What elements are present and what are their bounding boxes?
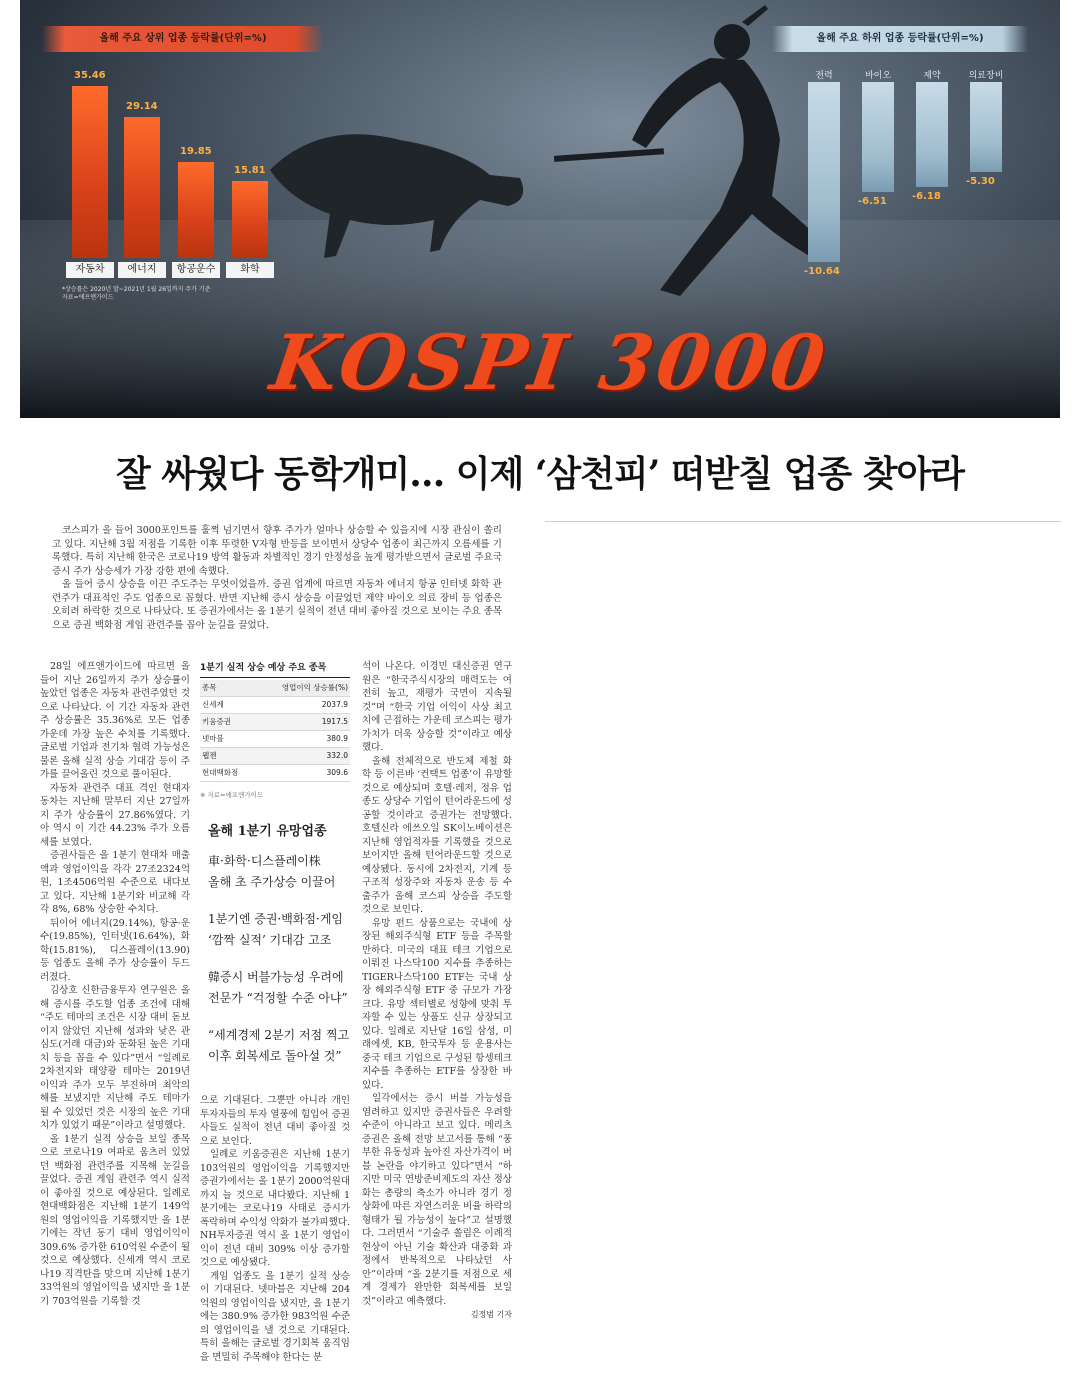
footnote-line1: *상승률은 2020년 말~2021년 1월 26일까지 주가 기준 [62,286,211,293]
bar-value-label: 15.81 [234,165,266,177]
table-header-name: 종목 [202,683,217,692]
body-paragraph: 뒤이어 에너지(29.14%), 항공·운수(19.85%), 인터넷(16.64%), 화학(15.81%), 디스플레이(13.90) 등 업종도 올해 주가 상승률이 두드러졌다. [40,917,190,983]
bar-value-label: 35.46 [74,70,106,81]
body-paragraph: 증권사들은 올 1분기 현대차 매출액과 영업이익을 각각 27조2324억원, 1조4506억원 수준으로 내다보고 있다. 지난해 1분기와 비교해 각각 8%, 68% 상승한 수치다. [40,850,190,915]
bar-rise [178,162,214,258]
right-chart-title: 올해 주요 하위 업종 등락률(단위=%) [772,26,1028,52]
headline: 잘 싸웠다 동학개미… 이제 ‘삼천피’ 떠받칠 업종 찾아라 [115,453,965,495]
earnings-table [200,660,350,799]
table-row [200,748,350,765]
left-chart-title: 올해 주요 상위 업종 등락률(단위=%) [42,26,324,52]
article-column-1 [40,660,190,1308]
body-paragraph: 으로 기대된다. 그뿐만 아니라 개인 투자자들의 투자 열풍에 힘입어 증권사들도 실적이 전년 대비 좋아질 것으로 보인다. [200,1095,350,1147]
bar-rise [72,86,108,258]
bar-value-label: -10.64 [804,266,840,277]
pullquote-line: 韓증시 버블가능성 우려에 [208,970,344,984]
category-label: 항공운수 [172,262,220,278]
body-paragraph: 일각에서는 증시 버블 가능성을 염려하고 있지만 증권사들은 우려할 수준이 아니라고 보고 있다. 메리츠증권은 올해 전망 보고서를 통해 “풍부한 유동성과 높아진 자산가격이 버블 논란을 야기하고 있다”면서 “하지만 미국 연방준비제도의 자산 정상화는 총량의 축소가 아니라 경기 정상화에 따른 자연스러운 비율 하락의 형태가 될 가능성이 높다”고 설명했다. 그러면서 “기술주 쏠림은 이례적 현상이 아닌 기술 확산과 대중화 과정에서 반복적으로 나타났던 사안”이라며 “올 2분기를 저점으로 세계 경제가 완만한 회복세를 보일 것”이라고 예측했다. [362,1093,512,1307]
kospi-3000-title: KOSPI 3000 [265,318,835,407]
pullquote-line: ‘깜짝 실적’ 기대감 고조 [208,933,332,947]
lead-paragraph: 올 들어 증시 상승을 이끈 주도주는 무엇이었을까. 증권 업계에 따르면 자동차 에너지 항공 인터넷 화학 관련주가 대표적인 주도 업종으로 꼽혔다. 반면 지난해 증시 상승을 이끌었던 제약 바이오 의료 장비 등 업종은 오히려 하락한 것으로 나타났다. 또 증권가에서는 올 1분기 실적이 전년 대비 좋아질 것으로 보이는 주요 종목으로 증권 백화점 게임 관련주를 꼽아 눈길을 끌었다. [52,579,502,631]
table-cell-name: 현대백화점 [202,768,239,777]
table-cell-name: 키움증권 [202,717,231,726]
lead-paragraph: 코스피가 올 들어 3000포인트를 훌쩍 넘기면서 향후 주가가 얼마나 상승할 수 있을지에 시장 관심이 쏠리고 있다. 지난해 3월 저점을 기록한 이후 뚜렷한 V자형 반등을 보이면서 상당수 업종이 최근까지 오름세를 기록했다. 특히 지난해 한국은 코로나19 방역 활동과 차별적인 경기 안정성을 높게 평가받으면서 글로벌 주요국 증시 주가 상승세가 가장 강한 편에 속했다. [52,525,502,577]
divider-rule [545,521,1061,522]
table-row [200,731,350,748]
category-label: 화학 [226,262,274,278]
pullquote-group [200,967,350,1009]
table-row [200,697,350,714]
body-paragraph: 김상호 신한금융투자 연구원은 올해 증시를 주도할 업종 조건에 대해 “주도 테마의 조건은 시장 대비 돋보이지 않았던 지난해 성과와 낮은 관심도(거래 대금)와 둔화된 높은 기대치 등을 꼽을 수 있다”면서 “일례로 2차전지와 태양광 테마는 2019년 이익과 주가 모두 부진하며 최악의 해를 보냈지만 지난해 주도 테마가 될 수 있었던 것은 시장의 높은 기대치가 있었기 때문”이라고 설명했다. [40,985,190,1131]
table-header [200,680,350,697]
pullquote-line: 車·화학·디스플레이株 [208,854,321,868]
article-column-2 [200,1094,350,1364]
table-cell-value: 2037.9 [321,700,348,709]
footnote-line2: 자료=에프앤가이드 [62,294,114,301]
body-paragraph: 게임 업종도 올 1분기 실적 상승이 기대된다. 넷마블은 지난해 204억원의 영업이익을 냈지만, 올 1분기에는 380.9% 증가한 983억원 수준의 영업이익을 낼 것으로 기대된다. 특히 올해는 글로벌 경기회복 움직임을 면밀히 주목해야 한다는 분 [200,1270,350,1363]
chart-footnote [62,286,210,302]
category-label: 의료장비 [968,71,1004,81]
category-label: 전력 [815,71,833,81]
bar-fall [808,82,840,262]
body-paragraph: 올 1분기 실적 상승을 보일 종목으로 코로나19 여파로 움츠러 있었던 백화점 관련주를 지목해 눈길을 끌었다. 증권 게임 관련주 역시 실적이 좋아질 것으로 예상된다. 일례로 현대백화점은 지난해 1분기 149억원의 영업이익을 기록했지만 올 1분기에는 작년 동기 대비 영업이익이 309.6% 증가한 610억원 수준이 될 것으로 예상했다. 신세계 역시 코로나19 직격탄을 맞으며 지난해 1분기 33억원의 영업이익을 냈지만 올 1분기 703억원을 기록할 것 [40,1133,190,1307]
body-paragraph: 28일 에프앤가이드에 따르면 올 들어 지난 26일까지 주가 상승률이 높았던 업종은 자동차 관련주였던 것으로 나타났다. 이 기간 자동차 관련주 상승률은 35.36%로 모든 업종 가운데 가장 높은 수치를 기록했다. 글로벌 기업과 전기차 협력 가능성은 물론 올해 실적 상승 기대감 등이 주가를 끌어올린 것으로 풀이된다. [40,661,190,780]
body-paragraph: 올해 전체적으로 반도체 제철 화학 등 이른바 ‘컨택트 업종’이 유망할 것으로 예상되며 호텔·레저, 정유 업종도 상당수 기업이 턴어라운드에 성공할 것이라고 증권가는 전망했다. 호텔신라 에쓰오일 SK이노베이션은 지난해 영업적자를 기록했을 것으로 보이지만 올해 턴어라운드할 것으로 예상됐다. 동시에 2차전지, 기계 등 구조적 성장주와 자동차 운송 등 수출주가 올해 코스피 상승을 주도할 것으로 보인다. [362,755,512,915]
table-cell-name: 넷마블 [202,734,224,743]
bar-fall [916,82,948,187]
bar-value-label: -5.30 [966,175,995,187]
lead-paragraphs [52,524,502,632]
body-paragraph: 석이 나온다. 이경민 대신증권 연구원은 “한국주식시장의 매력도는 여전히 높고, 재평가 국면이 지속될 것”며 “한국 기업 이익이 사상 최고치에 근접하는 가운데 코스피는 평가 가치가 더욱 상승할 것”이라고 예상했다. [362,661,512,753]
body-paragraph: 일례로 키움증권은 지난해 1분기 103억원의 영업이익을 기록했지만 증권가에서는 올 1분기 2000억원대까지 늘 것으로 내다봤다. 지난해 1분기에는 코로나19 사태로 증시가 폭락하며 수익성 악화가 불가피했다. NH투자증권 역시 올 1분기 영업이익이 전년 대비 309% 이상 증가할 것으로 예상됐다. [200,1149,350,1268]
bar-fall [862,82,894,192]
table-cell-value: 309.6 [326,768,348,777]
bar-value-label: -6.18 [912,190,941,202]
table-row [200,714,350,731]
pullquote-line: “세계경제 2분기 저점 찍고 [208,1028,350,1042]
pullquote-line: 1분기엔 증권·백화점·게임 [208,912,343,926]
category-label: 바이오 [864,71,892,81]
table-cell-value: 1917.5 [321,717,348,726]
table-header-value: 영업이익 상승률(%) [281,683,348,692]
category-label: 에너지 [118,262,166,278]
bar-rise [232,181,268,258]
table-source: ※ 자료=에프앤가이드 [200,791,264,799]
body-paragraph: 유망 펀드 상품으로는 국내에 상장된 해외주식형 ETF 등을 주목할 만하다. 미국의 대표 테크 기업으로 이뤄진 나스닥100 지수를 추종하는 TIGER나스닥100 ETF는 국내 상장 해외주식형 ETF 중 규모가 가장 크다. 유망 섹터별로 성향에 맞춰 투자할 수 있는 상품도 신규 상장되고 있다. 일례로 지난달 16일 삼성, 미래에셋, KB, 한국투자 등 운용사는 중국 테크 기업으로 구성된 항셍테크지수를 추종하는 ETF를 상장한 바 있다. [362,917,512,1091]
bar-rise [124,117,160,258]
table-cell-name: 신세계 [202,700,224,709]
bar-value-label: -6.51 [858,196,887,208]
category-label: 제약 [923,71,941,81]
byline: 김정범 기자 [470,1310,512,1319]
table-row [200,765,350,782]
pullquote-group [200,909,350,951]
table-cell-name: 웹젠 [202,751,217,760]
bar-fall [970,82,1002,172]
table-title: 1분기 실적 상승 예상 주요 종목 [200,660,350,678]
pullquote-line: 올해 초 주가상승 이끌어 [208,875,336,889]
table-cell-value: 380.9 [326,734,348,743]
body-paragraph: 자동차 관련주 대표 격인 현대자동차는 지난해 말부터 지난 27일까지 주가 상승률이 27.86%였다. 기아 역시 이 기간 44.23% 주가 오름세를 보였다. [40,782,190,848]
category-label: 자동차 [66,262,114,278]
bar-value-label: 19.85 [180,145,212,157]
pullquote-group [200,1025,350,1067]
pullquote-box [200,820,350,1083]
pullquote-line: 이후 회복세로 돌아설 것” [208,1049,342,1063]
article-column-3 [362,660,512,1322]
table-cell-value: 332.0 [326,751,348,760]
hero-graphic [20,0,1060,418]
bar-value-label: 29.14 [126,100,158,112]
pullquote-heading: 올해 1분기 유망업종 [208,824,327,839]
pullquote-group [200,851,350,893]
pullquote-line: 전문가 “걱정할 수준 아냐” [208,991,348,1005]
